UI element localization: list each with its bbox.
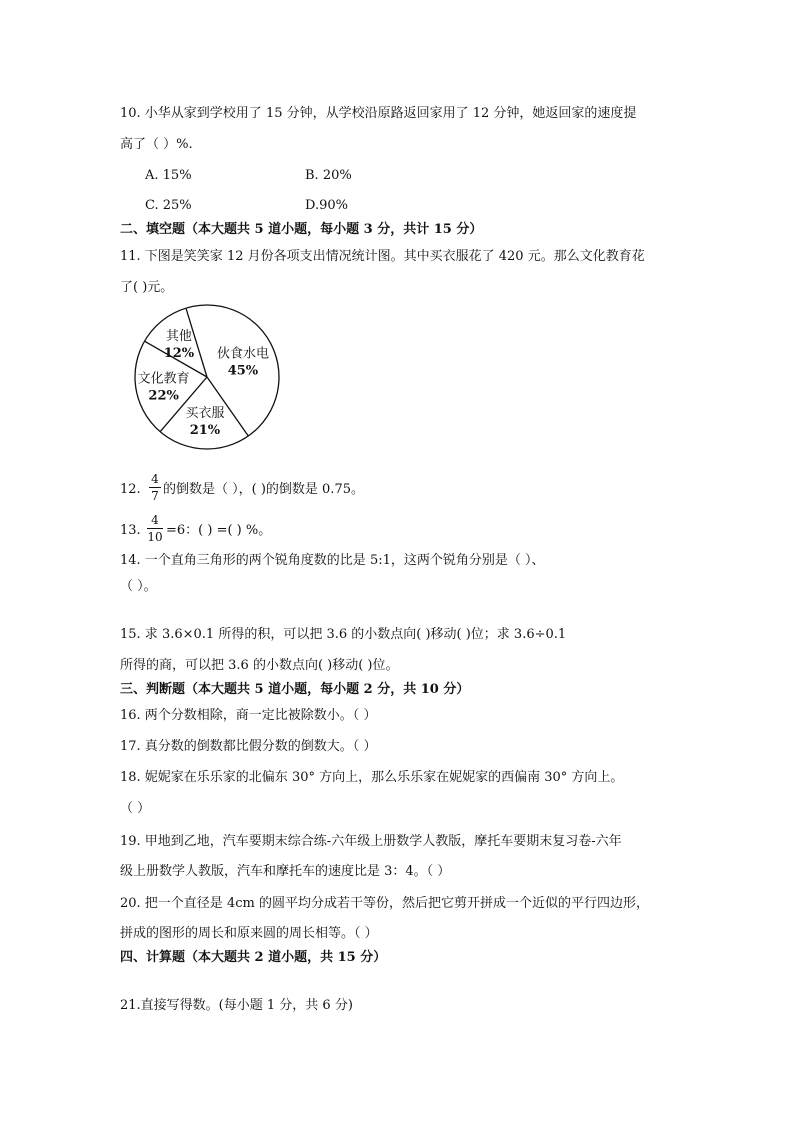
expense-pie-chart: [130, 300, 290, 460]
section-3-heading: 三、判断题（本大题共 5 道小题，每小题 2 分，共 10 分）: [120, 682, 470, 697]
q13-fraction-numerator: 4: [151, 513, 159, 527]
q10-option-d: D.90%: [305, 198, 348, 213]
pie-slice-percent: 21%: [189, 422, 221, 438]
q13-number: 13.: [120, 523, 141, 538]
q12-fraction-numerator: 4: [151, 472, 159, 486]
q10-option-c: C. 25%: [145, 198, 192, 213]
section-2-heading: 二、填空题（本大题共 5 道小题，每小题 3 分，共计 15 分）: [120, 222, 483, 237]
q10-line1: 10. 小华从家到学校用了 15 分钟，从学校沿原路返回家用了 12 分钟，她返回家的速度提: [120, 106, 637, 121]
q12-fraction-bar: [149, 487, 161, 488]
q12-fraction-denominator: 7: [151, 489, 159, 503]
q13-text: =6：( ) =( ) %。: [166, 523, 272, 538]
q19-line1: 19. 甲地到乙地，汽车要期末综合练-六年级上册数学人教版，摩托车要期末复习卷-六年: [120, 834, 622, 849]
pie-slice-label: 伙食水电: [216, 346, 269, 362]
q16-text: 16. 两个分数相除，商一定比被除数小。（ ）: [120, 708, 377, 723]
pie-slice-label: 文化教育: [137, 371, 190, 387]
q13-fraction-bar: [147, 528, 163, 529]
q10-line2: 高了（ ）%.: [120, 137, 193, 152]
pie-slice-percent: 22%: [148, 388, 179, 404]
q14-line2: （ ）。: [120, 579, 157, 594]
q21-text: 21.直接写得数。(每小题 1 分，共 6 分): [120, 998, 353, 1013]
q13-fraction-denominator: 10: [147, 530, 163, 544]
q15-line2: 所得的商，可以把 3.6 的小数点向( )移动( )位。: [120, 658, 399, 673]
q15-line1: 15. 求 3.6×0.1 所得的积，可以把 3.6 的小数点向( )移动( )位；求 3.6÷0.1: [120, 627, 567, 642]
q19-line2: 级上册数学人教版，汽车和摩托车的速度比是 3：4。（ ）: [120, 864, 451, 879]
q11-line2: 了( )元。: [120, 280, 174, 295]
q18-line2: （ ）: [120, 801, 151, 816]
section-4-heading: 四、计算题（本大题共 2 道小题，共 15 分）: [120, 950, 387, 965]
q10-option-a: A. 15%: [145, 168, 192, 183]
pie-labels: [138, 328, 269, 438]
pie-slice-percent: 45%: [227, 363, 259, 379]
pie-slice-label: 买衣服: [185, 405, 225, 421]
q11-line1: 11. 下图是笑笑家 12 月份各项支出情况统计图。其中买衣服花了 420 元。那么文化教育花: [120, 249, 645, 264]
q20-line2: 拼成的图形的周长和原来圆的周长相等。（ ）: [120, 926, 378, 941]
pie-slice-percent: 12%: [163, 345, 195, 361]
q10-option-b: B. 20%: [305, 168, 352, 183]
q20-line1: 20. 把一个直径是 4cm 的圆平均分成若干等份，然后把它剪开拼成一个近似的平行四边形，: [120, 896, 649, 911]
q14-line1: 14. 一个直角三角形的两个锐角度数的比是 5:1，这两个锐角分别是（ ）、: [120, 553, 545, 568]
q18-line1: 18. 妮妮家在乐乐家的北偏东 30° 方向上，那么乐乐家在妮妮家的西偏南 30° 方向上。: [120, 770, 624, 785]
q12-text: 的倒数是（ ），( )的倒数是 0.75。: [163, 482, 364, 497]
pie-slice-label: 其他: [165, 328, 192, 344]
q17-text: 17. 真分数的倒数都比假分数的倒数大。（ ）: [120, 739, 377, 754]
q12-number: 12.: [120, 482, 141, 497]
